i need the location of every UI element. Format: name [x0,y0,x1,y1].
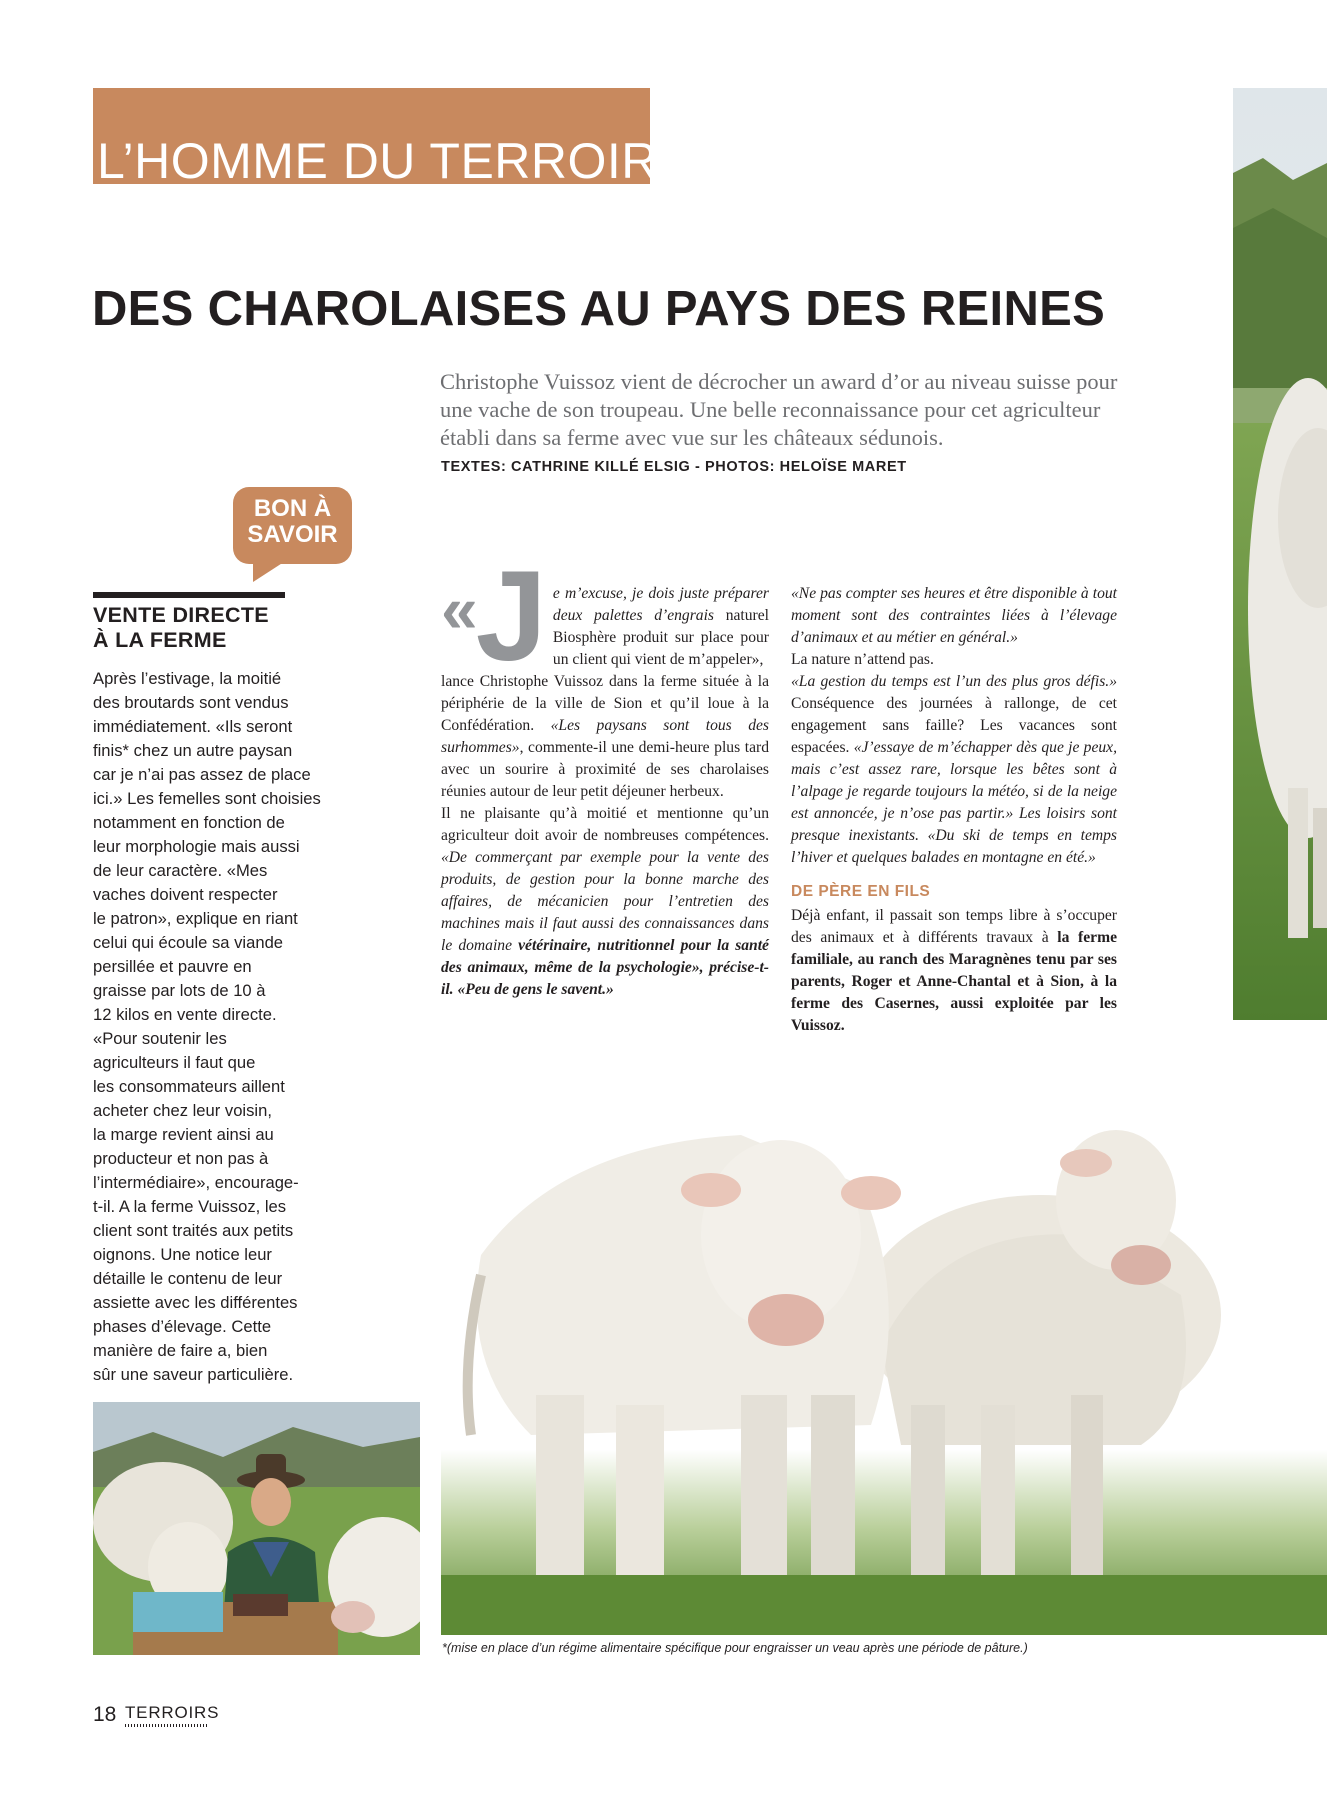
final-paragraph: Déjà enfant, il passait son temps libre à s’occuper des animaux et à différents travaux à [791,907,1117,946]
bon-a-savoir-label [233,496,352,548]
sidebar-text: Après l’estivage, la moitié des broutards sont vendus immédiatement. «Ils seront finis* chez un autre paysan car je n’ai pas assez de place ici.» Les femelles sont choisies notamment en fonction de leur morphologie mais aussi de leur caractère. «Mes vaches doivent respecter le patron», explique en riant celui qui écoule sa viande persillée et pauvre en graisse par lots de 10 à 12 kilos en vente directe. «Pour soutenir les agriculteurs il faut que les consommateurs aillent acheter chez leur voisin, la marge revient ainsi au producteur et non pas à l’intermédiaire», encourage- t-il. A la ferme Vuissoz, les client sont traités aux petits oignons. Une notice leur détaille le contenu de leur assiette avec les différentes phases d’élevage. Cette manière de faire a, bien sûr une saveur particulière. [93,669,321,1384]
quote-1-end: La nature n’attend pas. [791,651,934,668]
quote-1: «Ne pas compter ses heures et être disponible à tout moment sont des contraintes liées à l’élevage d’animaux et au métier en général.» [791,585,1117,646]
sidebar-title [93,603,323,653]
sidebar-title-line-1: VENTE DIRECTE [93,603,269,627]
paragraph-2-bold-quote: vétérinaire, nutritionnel pour la santé des animaux, même de la psychologie», précise-t-il. «Peu de gens le savent.» [441,937,769,998]
page-number: 18 [93,1703,117,1726]
article-column-1 [441,545,770,1001]
article-title: DES CHAROLAISES AU PAYS DES REINES [92,282,1106,336]
drop-cap-letter: J [475,545,547,688]
landscape-cow-photo [1233,88,1327,1020]
article-credits: TEXTES: CATHRINE KILLÉ ELSIG - PHOTOS: HELOÏSE MARET [441,459,907,475]
opening-quote: e m’excuse, je dois juste préparer deux palettes d’engrais [552,585,769,624]
quote-2: «La gestion du temps est l’un des plus gros défis.» [791,673,1117,690]
opening-quote-end: naturel Biosphère produit sur place pour un client qui vient de m’appeler», [552,607,769,668]
section-label: L’HOMME DU TERROIR [97,133,658,189]
article-lede: Christophe Vuissoz vient de décrocher un award d’or au niveau suisse pour une vache de son troupeau. Une belle reconnaissance pour cet agriculteur établi dans sa ferme avec vue sur les châteaux sédunois. [440,369,1118,450]
paragraph-2: Il ne plaisante qu’à moitié et mentionne qu’un agriculteur doit avoir de nombreuses compétences. [441,805,769,844]
bubble-tail [253,560,287,582]
subhead-pere-en-fils: DE PÈRE EN FILS [791,883,931,900]
article-column-2 [791,583,1117,1037]
bubble-line-2: SAVOIR [247,521,338,548]
footnote: *(mise en place d’un régime alimentaire spécifique pour engraisser un veau après une période de pâture.) [442,1641,1028,1655]
quote-2-end: Conséquence des journées à rallonge, de cet engagement sans faille? Les vacances sont espacées. [791,695,1117,756]
quote-3: «J’essaye de m’échapper dès que je peux, mais c’est assez rare, lorsque les bêtes sont à l’alpage je regarde toujours la météo, si de la neige est annoncée, je n’ose pas partir.» Les loisirs sont presque inexistants. «Du ski de temps en temps l’hiver et quelques balades en montagne en été.» [791,739,1117,866]
bubble-line-1: BON À [253,495,332,522]
magazine-name: TERROIRS [125,1703,220,1722]
charolais-cows-photo [441,1105,1327,1635]
sidebar-rule [93,592,285,598]
paragraph-1: lance Christophe Vuissoz dans la ferme située à la périphérie de la ville de Sion et qu’il loue à la Confédération. [441,673,769,734]
sidebar-title-line-2: À LA FERME [93,628,227,652]
paragraph-2-quote: «De commerçant par exemple pour la vente des produits, de gestion pour la bonne marche des affaires, de mécanicien pour l’entretien des machines mais il faut aussi des connaissances dans le domaine [441,849,769,954]
paragraph-1-end: , commente-il une demi-heure plus tard avec un sourire à proximité de ses charolaises réunies autour de leur petit déjeuner herbeux. [441,739,769,800]
drop-cap-quote: « [441,572,478,646]
magazine-rule [125,1724,209,1727]
paragraph-1-quote: «Les paysans sont tous des surhommes» [441,717,770,756]
section-banner [93,88,658,189]
farmer-with-cows-photo [93,1402,420,1655]
final-paragraph-bold: la ferme familiale, au ranch des Maragnènes tenu par ses parents, Roger et Anne-Chantal et à Sion, à la ferme des Casernes, aussi exploitée par les Vuissoz. [791,929,1117,1034]
drop-cap [441,545,547,688]
